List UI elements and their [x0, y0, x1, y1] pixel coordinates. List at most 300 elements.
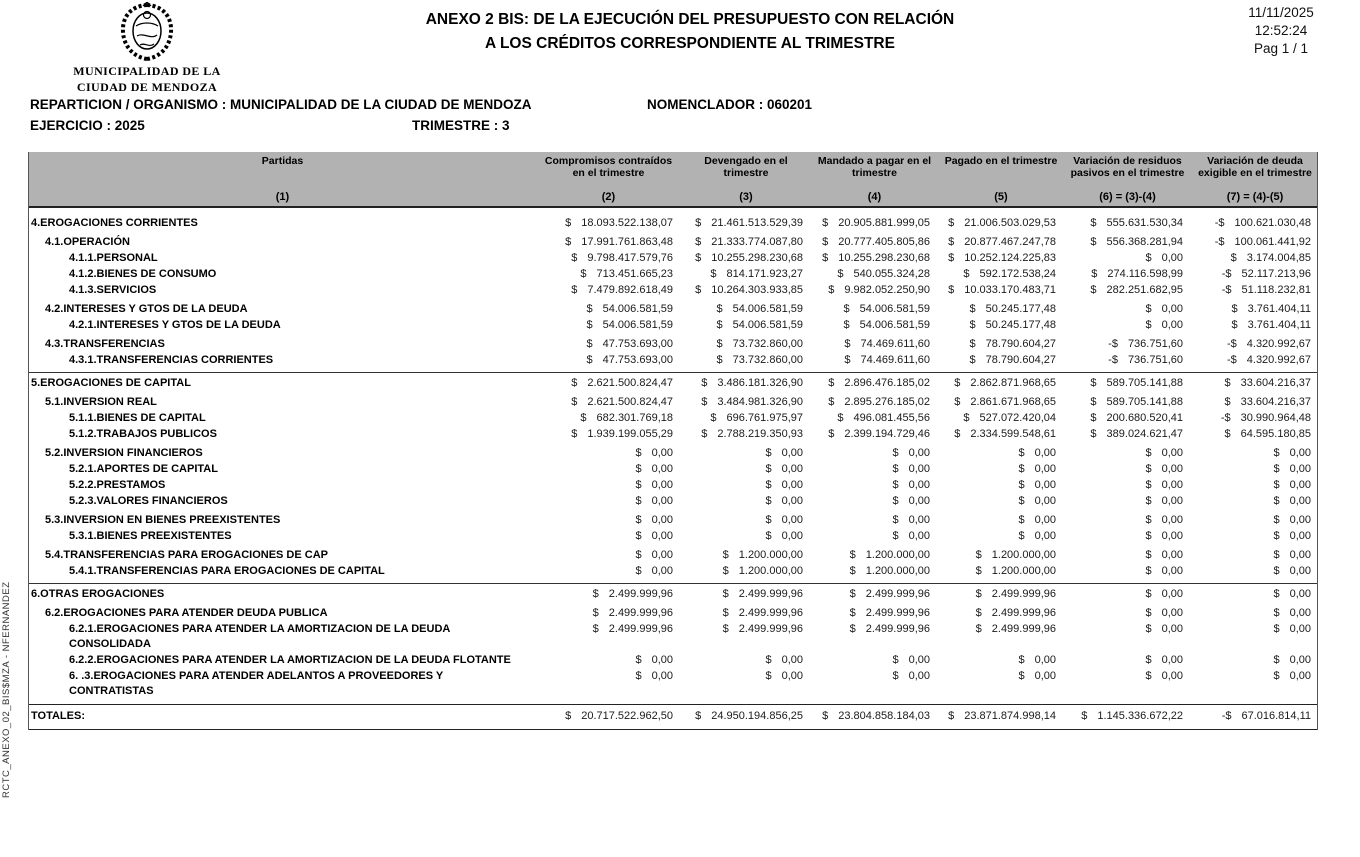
- amount-cell: [811, 251, 938, 266]
- table-row: [29, 427, 1317, 442]
- amount-cell: [536, 653, 681, 668]
- amount-cell: [1191, 529, 1319, 544]
- amount-value: 0,00: [781, 495, 803, 507]
- amount-cell: [1191, 564, 1319, 579]
- amount-value: 0,00: [1289, 495, 1311, 507]
- amount-cell: [536, 353, 681, 368]
- amount-value: 23.804.858.184,03: [838, 710, 930, 722]
- amount-cell: [1064, 513, 1191, 528]
- amount-value: 10.255.298.230,68: [711, 252, 803, 264]
- currency-sign: $: [635, 670, 642, 682]
- amount-cell: [1191, 606, 1319, 621]
- currency-sign: $: [635, 549, 642, 561]
- amount-cell: [536, 427, 681, 442]
- currency-sign: $: [822, 710, 829, 722]
- municipality-logo-block: [72, 2, 222, 94]
- amount-value: 682.301.769,18: [596, 412, 673, 424]
- currency-sign: $: [1081, 710, 1088, 722]
- amount-cell: [681, 235, 811, 250]
- amount-value: 0,00: [1161, 565, 1183, 577]
- amount-value: 0,00: [651, 495, 673, 507]
- currency-sign: $: [1091, 268, 1098, 280]
- amount-value: 0,00: [1161, 607, 1183, 619]
- amount-value: 0,00: [781, 514, 803, 526]
- amount-cell: [938, 337, 1064, 352]
- amount-cell: [1064, 462, 1191, 477]
- column-header-label: Variación de residuos pasivos en el trimestre: [1070, 155, 1185, 179]
- amount-cell: [1064, 709, 1191, 724]
- currency-sign: $: [1018, 463, 1025, 475]
- amount-cell: [681, 395, 811, 410]
- report-title-line1: ANEXO 2 BIS: DE LA EJECUCIÓN DEL PRESUPUESTO CON RELACIÓN: [425, 11, 955, 28]
- currency-sign: $: [1273, 565, 1280, 577]
- currency-sign: $: [1273, 463, 1280, 475]
- partida-label: [29, 267, 536, 282]
- currency-sign: $: [765, 670, 772, 682]
- currency-sign: $: [1145, 565, 1152, 577]
- partida-label: [29, 606, 536, 621]
- currency-sign: $: [954, 428, 961, 440]
- currency-sign: $: [765, 479, 772, 491]
- currency-sign: $: [828, 377, 835, 389]
- amount-cell: [811, 337, 938, 352]
- amount-cell: [938, 283, 1064, 298]
- amount-cell: [938, 302, 1064, 317]
- partida-label: [29, 427, 536, 442]
- amount-value: 64.595.180,85: [1240, 428, 1311, 440]
- partida-label: [29, 564, 536, 579]
- amount-cell: [811, 216, 938, 231]
- amount-cell: [1064, 478, 1191, 493]
- amount-cell: [1191, 376, 1319, 391]
- amount-value: 2.788.219.350,93: [717, 428, 803, 440]
- amount-value: 1.200.000,00: [865, 565, 930, 577]
- amount-value: 0,00: [1289, 607, 1311, 619]
- currency-sign: $: [1273, 607, 1280, 619]
- partida-label: [29, 395, 536, 410]
- amount-cell: [1191, 653, 1319, 668]
- amount-value: 9.982.052.250,90: [844, 284, 930, 296]
- amount-value: 0,00: [651, 479, 673, 491]
- amount-value: 0,00: [1289, 588, 1311, 600]
- currency-sign: $: [828, 396, 835, 408]
- column-header-label: Devengado en el trimestre: [704, 155, 788, 179]
- currency-sign: $: [1090, 284, 1097, 296]
- column-header: [536, 152, 681, 206]
- amount-cell: [938, 235, 1064, 250]
- partida-label: [29, 411, 536, 426]
- amount-cell: [1064, 395, 1191, 410]
- currency-sign: $: [1145, 479, 1152, 491]
- amount-cell: [681, 494, 811, 509]
- amount-cell: [536, 606, 681, 621]
- currency-sign: -$: [1220, 412, 1231, 424]
- currency-sign: $: [722, 565, 729, 577]
- column-header: [938, 152, 1064, 206]
- amount-cell: [1191, 337, 1319, 352]
- amount-value: 50.245.177,48: [985, 303, 1056, 315]
- amount-cell: [536, 462, 681, 477]
- currency-sign: $: [722, 623, 729, 635]
- amount-value: 527.072.420,04: [979, 412, 1056, 424]
- table-row: [29, 251, 1317, 266]
- currency-sign: $: [695, 284, 702, 296]
- table-row: [29, 462, 1317, 477]
- amount-value: 0,00: [651, 447, 673, 459]
- amount-cell: [1191, 548, 1319, 563]
- currency-sign: $: [1145, 495, 1152, 507]
- partida-label-line: 5.2.INVERSION FINANCIEROS: [45, 447, 203, 459]
- table-row: [29, 283, 1317, 298]
- currency-sign: $: [892, 463, 899, 475]
- currency-sign: $: [1145, 623, 1152, 635]
- currency-sign: $: [975, 588, 982, 600]
- amount-cell: [1191, 494, 1319, 509]
- currency-sign: $: [892, 495, 899, 507]
- amount-cell: [536, 216, 681, 231]
- partida-label-line: 6.2.1.EROGACIONES PARA ATENDER LA AMORTIZACION DE LA DEUDA: [69, 623, 451, 635]
- amount-value: 30.990.964,48: [1240, 412, 1311, 424]
- amount-cell: [1191, 427, 1319, 442]
- currency-sign: $: [592, 588, 599, 600]
- amount-cell: [1191, 216, 1319, 231]
- table-row: [29, 395, 1317, 410]
- amount-value: 0,00: [651, 670, 673, 682]
- amount-cell: [536, 376, 681, 391]
- currency-sign: $: [1273, 447, 1280, 459]
- amount-value: 10.264.303.933,85: [711, 284, 803, 296]
- currency-sign: $: [1018, 530, 1025, 542]
- currency-sign: $: [975, 549, 982, 561]
- partida-label: [29, 462, 536, 477]
- currency-sign: $: [1145, 588, 1152, 600]
- amount-value: 0,00: [651, 565, 673, 577]
- currency-sign: $: [892, 530, 899, 542]
- amount-value: 0,00: [651, 654, 673, 666]
- currency-sign: $: [969, 338, 976, 350]
- amount-value: 24.950.194.856,25: [711, 710, 803, 722]
- currency-sign: $: [1224, 396, 1231, 408]
- table-header-row: [29, 152, 1317, 208]
- amount-value: 2.895.276.185,02: [844, 396, 930, 408]
- amount-cell: [536, 587, 681, 602]
- currency-sign: $: [701, 377, 708, 389]
- amount-value: 200.680.520,41: [1106, 412, 1183, 424]
- amount-cell: [811, 587, 938, 602]
- amount-cell: [938, 587, 1064, 602]
- amount-cell: [811, 709, 938, 724]
- partida-label-line: 4.EROGACIONES CORRIENTES: [31, 217, 198, 229]
- currency-sign: $: [843, 303, 850, 315]
- partida-label-line: 5.EROGACIONES DE CAPITAL: [31, 377, 191, 389]
- currency-sign: $: [1018, 495, 1025, 507]
- amount-value: 18.093.522.138,07: [581, 217, 673, 229]
- amount-cell: [1064, 529, 1191, 544]
- amount-value: 0,00: [1034, 654, 1056, 666]
- amount-cell: [1064, 587, 1191, 602]
- partida-label-line: 6.2.EROGACIONES PARA ATENDER DEUDA PUBLICA: [45, 607, 328, 619]
- amount-value: 2.499.999,96: [865, 623, 930, 635]
- table-row: [29, 622, 1317, 652]
- amount-value: 3.484.981.326,90: [717, 396, 803, 408]
- amount-cell: [938, 376, 1064, 391]
- amount-value: 54.006.581,59: [602, 303, 673, 315]
- amount-value: 50.245.177,48: [985, 319, 1056, 331]
- currency-sign: $: [1231, 303, 1238, 315]
- amount-cell: [681, 353, 811, 368]
- currency-sign: -$: [1108, 354, 1118, 366]
- amount-value: 21.333.774.087,80: [711, 236, 803, 248]
- currency-sign: $: [1145, 654, 1152, 666]
- amount-value: 20.777.405.805,86: [838, 236, 930, 248]
- amount-cell: [938, 318, 1064, 333]
- amount-value: 1.200.000,00: [991, 549, 1056, 561]
- currency-sign: $: [722, 588, 729, 600]
- amount-value: 592.172.538,24: [979, 268, 1056, 280]
- currency-sign: $: [586, 319, 593, 331]
- amount-value: 0,00: [1161, 549, 1183, 561]
- currency-sign: $: [975, 623, 982, 635]
- amount-value: 0,00: [1161, 447, 1183, 459]
- amount-cell: [1064, 235, 1191, 250]
- amount-cell: [1064, 302, 1191, 317]
- column-header-label: Partidas: [261, 155, 304, 167]
- partida-label: [29, 513, 536, 528]
- column-header-number: (3): [739, 191, 753, 203]
- amount-value: 0,00: [1289, 463, 1311, 475]
- amount-cell: [811, 427, 938, 442]
- amount-cell: [536, 478, 681, 493]
- amount-value: 556.368.281,94: [1106, 236, 1183, 248]
- amount-value: 3.174.004,85: [1246, 252, 1311, 264]
- currency-sign: $: [695, 252, 702, 264]
- partida-label-line: CONTRATISTAS: [69, 685, 154, 697]
- currency-sign: $: [1273, 588, 1280, 600]
- currency-sign: $: [592, 623, 599, 635]
- currency-sign: $: [1145, 514, 1152, 526]
- currency-sign: $: [822, 236, 829, 248]
- currency-sign: $: [571, 377, 578, 389]
- currency-sign: $: [1090, 412, 1097, 424]
- currency-sign: $: [765, 447, 772, 459]
- amount-value: 23.871.874.998,14: [964, 710, 1056, 722]
- amount-value: 20.717.522.962,50: [581, 710, 673, 722]
- amount-value: 0,00: [1161, 495, 1183, 507]
- totals-label: [29, 709, 536, 724]
- amount-value: 0,00: [1161, 588, 1183, 600]
- amount-value: 0,00: [1161, 530, 1183, 542]
- currency-sign: $: [1145, 447, 1152, 459]
- amount-value: 2.499.999,96: [738, 588, 803, 600]
- currency-sign: $: [1273, 495, 1280, 507]
- currency-sign: $: [695, 217, 702, 229]
- amount-cell: [536, 669, 681, 684]
- currency-sign: $: [635, 530, 642, 542]
- amount-cell: [681, 376, 811, 391]
- amount-cell: [681, 318, 811, 333]
- amount-cell: [1191, 478, 1319, 493]
- amount-cell: [1191, 587, 1319, 602]
- currency-sign: $: [1090, 396, 1097, 408]
- amount-cell: [681, 251, 811, 266]
- amount-cell: [1064, 251, 1191, 266]
- amount-cell: [1191, 353, 1319, 368]
- currency-sign: $: [844, 354, 851, 366]
- amount-cell: [681, 411, 811, 426]
- table-row: [29, 669, 1317, 699]
- org-name-line2: CIUDAD DE MENDOZA: [76, 80, 218, 94]
- amount-value: 0,00: [1034, 447, 1056, 459]
- amount-cell: [1191, 446, 1319, 461]
- amount-value: 7.479.892.618,49: [587, 284, 673, 296]
- amount-value: 2.621.500.824,47: [587, 377, 673, 389]
- amount-value: 2.334.599.548,61: [970, 428, 1056, 440]
- amount-cell: [1064, 376, 1191, 391]
- currency-sign: $: [975, 565, 982, 577]
- amount-value: 555.631.530,34: [1106, 217, 1183, 229]
- partida-label-line: 4.2.1.INTERESES Y GTOS DE LA DEUDA: [69, 319, 281, 331]
- amount-value: 0,00: [1034, 514, 1056, 526]
- currency-sign: -$: [1221, 268, 1232, 280]
- amount-value: 1.200.000,00: [865, 549, 930, 561]
- currency-sign: -$: [1108, 338, 1118, 350]
- amount-value: 0,00: [1034, 495, 1056, 507]
- amount-value: 20.877.467.247,78: [964, 236, 1056, 248]
- amount-value: 20.905.881.999,05: [838, 217, 930, 229]
- table-row: [29, 372, 1317, 391]
- currency-sign: $: [849, 565, 856, 577]
- partida-label-line: 4.1.OPERACIÓN: [45, 236, 130, 248]
- amount-cell: [811, 669, 938, 684]
- amount-cell: [681, 564, 811, 579]
- amount-cell: [811, 529, 938, 544]
- currency-sign: $: [722, 607, 729, 619]
- currency-sign: $: [580, 268, 587, 280]
- amount-cell: [1064, 669, 1191, 684]
- partida-label: [29, 302, 536, 317]
- currency-sign: $: [765, 530, 772, 542]
- currency-sign: $: [586, 303, 593, 315]
- amount-cell: [536, 318, 681, 333]
- partida-label: [29, 283, 536, 298]
- amount-cell: [938, 529, 1064, 544]
- amount-value: 2.621.500.824,47: [587, 396, 673, 408]
- amount-value: 0,00: [781, 670, 803, 682]
- amount-value: 3.761.404,11: [1247, 303, 1311, 315]
- currency-sign: $: [765, 463, 772, 475]
- table-row: [29, 583, 1317, 602]
- currency-sign: $: [765, 514, 772, 526]
- table-row: [29, 216, 1317, 231]
- currency-sign: $: [1145, 530, 1152, 542]
- column-header: [1064, 152, 1191, 206]
- currency-sign: $: [565, 236, 572, 248]
- currency-sign: $: [892, 479, 899, 491]
- currency-sign: $: [1018, 479, 1025, 491]
- amount-cell: [1064, 337, 1191, 352]
- amount-value: 3.486.181.326,90: [717, 377, 803, 389]
- currency-sign: $: [635, 463, 642, 475]
- table-row: [29, 302, 1317, 317]
- currency-sign: $: [710, 268, 717, 280]
- amount-value: 54.006.581,59: [732, 303, 803, 315]
- amount-value: 54.006.581,59: [602, 319, 673, 331]
- currency-sign: $: [716, 303, 723, 315]
- currency-sign: $: [892, 670, 899, 682]
- currency-sign: -$: [1226, 338, 1237, 350]
- partida-label-line: CONSOLIDADA: [69, 638, 151, 650]
- partida-label: [29, 337, 536, 352]
- amount-value: 67.016.814,11: [1241, 710, 1311, 722]
- table-body: [29, 208, 1317, 730]
- currency-sign: $: [822, 252, 829, 264]
- amount-value: 47.753.693,00: [602, 354, 673, 366]
- table-row: [29, 411, 1317, 426]
- column-header-label: Pagado en el trimestre: [944, 155, 1058, 167]
- partida-label-line: 6. .3.EROGACIONES PARA ATENDER ADELANTOS A PROVEEDORES Y: [69, 670, 444, 682]
- amount-value: 0,00: [1289, 654, 1311, 666]
- amount-value: 0,00: [1161, 670, 1183, 682]
- amount-value: 21.461.513.529,39: [711, 217, 803, 229]
- amount-value: 0,00: [1034, 479, 1056, 491]
- table-row: [29, 606, 1317, 621]
- amount-cell: [1064, 267, 1191, 282]
- amount-value: 33.604.216,37: [1240, 396, 1311, 408]
- amount-cell: [938, 427, 1064, 442]
- amount-cell: [681, 548, 811, 563]
- currency-sign: $: [565, 217, 572, 229]
- amount-value: 47.753.693,00: [602, 338, 673, 350]
- column-header: [29, 152, 536, 206]
- amount-cell: [681, 302, 811, 317]
- amount-value: 2.499.999,96: [865, 607, 930, 619]
- amount-value: 0,00: [781, 654, 803, 666]
- partida-label-line: 5.3.INVERSION EN BIENES PREEXISTENTES: [45, 514, 281, 526]
- amount-value: 54.006.581,59: [859, 303, 930, 315]
- amount-cell: [811, 462, 938, 477]
- amount-value: 2.499.999,96: [608, 623, 673, 635]
- amount-cell: [811, 446, 938, 461]
- amount-cell: [811, 376, 938, 391]
- currency-sign: $: [963, 268, 970, 280]
- amount-cell: [811, 302, 938, 317]
- amount-value: 389.024.621,47: [1106, 428, 1183, 440]
- amount-cell: [1191, 235, 1319, 250]
- amount-cell: [1064, 353, 1191, 368]
- amount-cell: [681, 283, 811, 298]
- amount-cell: [1064, 318, 1191, 333]
- currency-sign: $: [565, 710, 572, 722]
- amount-cell: [536, 494, 681, 509]
- partida-label-line: 5.4.TRANSFERENCIAS PARA EROGACIONES DE CAP: [45, 549, 328, 561]
- table-row: [29, 548, 1317, 563]
- table-row: [29, 446, 1317, 461]
- amount-cell: [811, 606, 938, 621]
- currency-sign: $: [892, 447, 899, 459]
- amount-value: 0,00: [908, 530, 930, 542]
- amount-cell: [681, 587, 811, 602]
- amount-cell: [1191, 267, 1319, 282]
- amount-value: 713.451.665,23: [596, 268, 673, 280]
- amount-value: 73.732.860,00: [732, 338, 803, 350]
- amount-value: 0,00: [1161, 319, 1183, 331]
- amount-value: 814.171.923,27: [726, 268, 803, 280]
- amount-cell: [811, 353, 938, 368]
- amount-value: 0,00: [908, 463, 930, 475]
- reparticion-label: REPARTICION / ORGANISMO : MUNICIPALIDAD DE LA CIUDAD DE MENDOZA: [30, 97, 532, 112]
- amount-value: 0,00: [1289, 479, 1311, 491]
- column-header-number: (7) = (4)-(5): [1226, 191, 1284, 203]
